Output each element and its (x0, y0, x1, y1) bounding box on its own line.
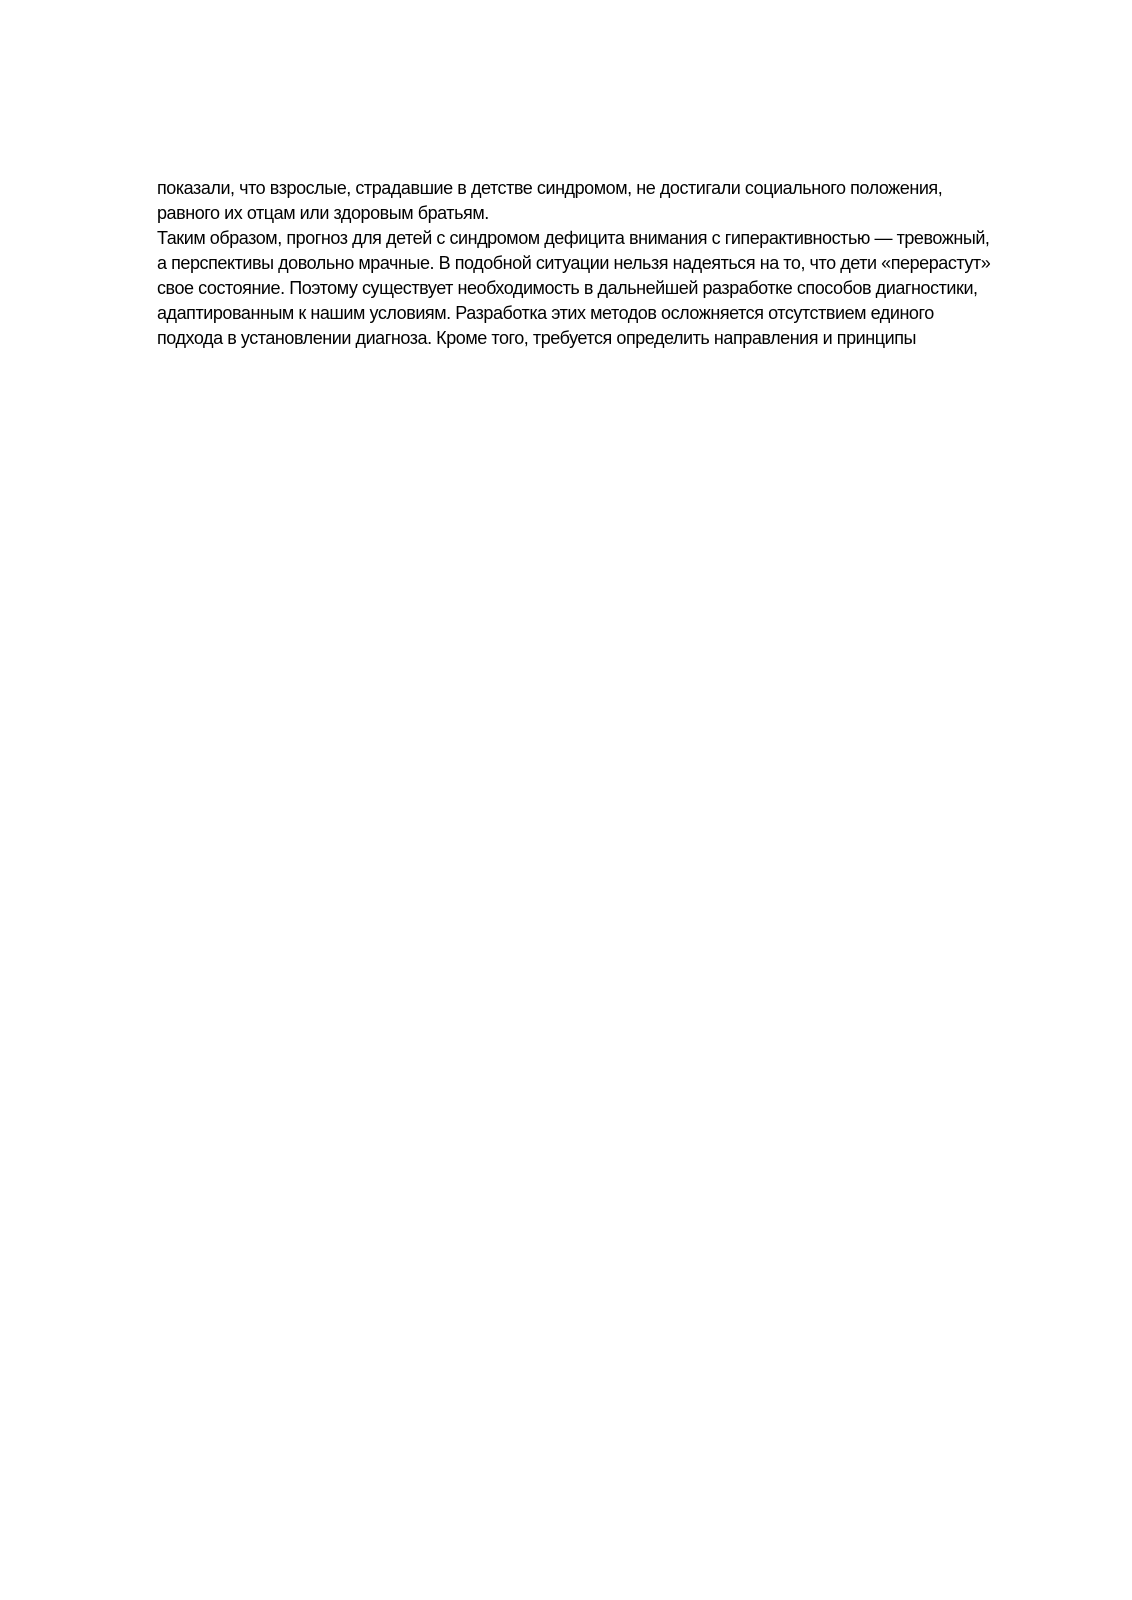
text-line: показали, что взрослые, страдавшие в детстве синдромом, не достигали социального положения, (157, 178, 943, 198)
text-line: равного их отцам или здоровым братьям. (157, 203, 489, 223)
text-line: подхода в установлении диагноза. Кроме того, требуется определить направления и принципы (157, 328, 916, 348)
text-line: свое состояние. Поэтому существует необходимость в дальнейшей разработке способов диагностики, (157, 278, 978, 298)
text-line: адаптированным к нашим условиям. Разработка этих методов осложняется отсутствием единого (157, 303, 934, 323)
text-line: а перспективы довольно мрачные. В подобной ситуации нельзя надеяться на то, что дети «перерастут» (157, 253, 991, 273)
text-line: Таким образом, прогноз для детей с синдромом дефицита внимания с гиперактивностью — тревожный, (157, 228, 990, 248)
body-text (157, 176, 1057, 351)
